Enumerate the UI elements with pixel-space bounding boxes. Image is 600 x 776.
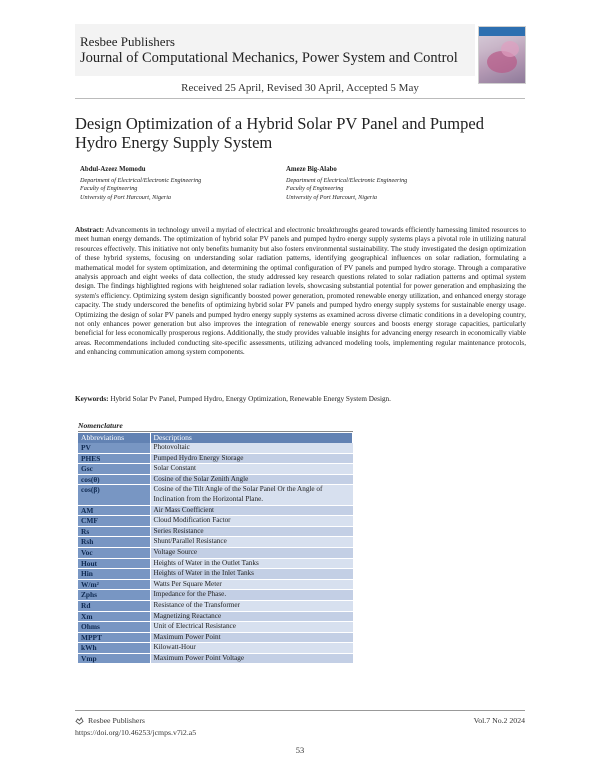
abbreviation-cell: W/m² [78, 579, 150, 590]
table-row [78, 443, 353, 453]
abbreviation-cell: Gsc [78, 464, 150, 475]
abbreviation-cell: kWh [78, 643, 150, 654]
table-row [78, 590, 353, 601]
description-cell: Magnetizing Reactance [150, 611, 353, 622]
table-header-abbreviations: Abbreviations [78, 433, 150, 443]
description-cell: Voltage Source [150, 547, 353, 558]
abbreviation-cell: PHES [78, 453, 150, 464]
keywords-text: Hybrid Solar Pv Panel, Pumped Hydro, Energy Optimization, Renewable Energy System Design. [110, 395, 391, 403]
publisher-name: Resbee Publishers [80, 34, 175, 49]
table-row [78, 547, 353, 558]
abbreviation-cell: cos(θ) [78, 474, 150, 485]
author-faculty: Faculty of Engineering [80, 185, 138, 193]
table-row [78, 464, 353, 475]
abbreviation-cell: CMF [78, 516, 150, 527]
description-cell: Watts Per Square Meter [150, 579, 353, 590]
author-university: University of Port Harcourt, Nigeria [286, 193, 378, 201]
description-cell: Heights of Water in the Outlet Tanks [150, 558, 353, 569]
abbreviation-cell: AM [78, 505, 150, 516]
abbreviation-cell: Rs [78, 526, 150, 537]
description-cell: Unit of Electrical Resistance [150, 622, 353, 633]
abstract [75, 226, 526, 358]
abbreviation-cell: Rsh [78, 537, 150, 548]
table-row [78, 526, 353, 537]
description-cell: Air Mass Coefficient [150, 505, 353, 516]
author-name: Abdul-Azeez Momodu [80, 166, 146, 173]
author-block-1 [80, 166, 201, 202]
table-row [78, 622, 353, 633]
nomenclature-table [78, 433, 353, 664]
table-row [78, 485, 353, 505]
description-cell: Photovoltaic [150, 443, 353, 453]
table-row [78, 516, 353, 527]
description-cell: Pumped Hydro Energy Storage [150, 453, 353, 464]
received-dates: Received 25 April, Revised 30 April, Accepted 5 May [181, 82, 419, 94]
author-faculty: Faculty of Engineering [286, 185, 344, 193]
table-row [78, 579, 353, 590]
table-row [78, 505, 353, 516]
footer-publisher [75, 716, 145, 725]
description-cell: Solar Constant [150, 464, 353, 475]
abstract-label: Abstract: [75, 226, 105, 234]
paper-title: Design Optimization of a Hybrid Solar PV Panel and Pumped Hydro Energy Supply System [75, 114, 484, 152]
description-cell: Resistance of the Transformer [150, 600, 353, 611]
abbreviation-cell: Rd [78, 600, 150, 611]
description-cell: Heights of Water in the Inlet Tanks [150, 569, 353, 580]
abbreviation-cell: Hin [78, 569, 150, 580]
description-cell: Cosine of the Solar Zenith Angle [150, 474, 353, 485]
description-cell: Series Resistance [150, 526, 353, 537]
page-number: 53 [295, 745, 305, 755]
description-cell: Maximum Power Point [150, 632, 353, 643]
author-name: Ameze Big-Alabo [286, 166, 337, 173]
description-cell: Cloud Modification Factor [150, 516, 353, 527]
abbreviation-cell: Vmp [78, 653, 150, 664]
doi-link[interactable]: https://doi.org/10.46253/jcmps.v7i2.a5 [75, 728, 197, 737]
abbreviation-cell: MPPT [78, 632, 150, 643]
volume-info: Vol.7 No.2 2024 [473, 716, 525, 725]
abbreviation-cell: Ohms [78, 622, 150, 633]
table-row [78, 453, 353, 464]
author-university: University of Port Harcourt, Nigeria [80, 193, 172, 201]
table-row [78, 600, 353, 611]
abbreviation-cell: Hout [78, 558, 150, 569]
description-cell: Cosine of the Tilt Angle of the Solar Panel Or the Angle of Inclination from the Horizontal Plane. [150, 485, 353, 505]
table-row [78, 611, 353, 622]
table-row [78, 537, 353, 548]
table-row [78, 569, 353, 580]
journal-cover-image [478, 26, 526, 84]
author-department: Department of Electrical/Electronic Engineering [286, 176, 408, 184]
abbreviation-cell: Xm [78, 611, 150, 622]
keywords [75, 395, 526, 404]
author-department: Department of Electrical/Electronic Engineering [80, 176, 202, 184]
description-cell: Maximum Power Point Voltage [150, 653, 353, 664]
nomenclature-title: Nomenclature [78, 421, 123, 430]
table-row [78, 643, 353, 654]
table-header-descriptions: Descriptions [150, 433, 353, 443]
abbreviation-cell: cos(β) [78, 485, 150, 505]
footer-divider [75, 710, 525, 711]
abstract-text: Advancements in technology unveil a myriad of electrical and electronic breakthroughs geared towards efficiently harnessing limited resources to meet human energy demands. The optimization of hybrid solar PV panels and pumped hydro energy supply systems plays a pivotal role in utilizing natural resources effectively. This initiative not only benefits humanity but also fosters environmental sustainability. The study investigated the design optimization of these hybrid systems, focusing on understanding solar radiation patterns, identifying geographical influences on solar radiation, formulating a mathematical model for system optimization, and determining the optimal configuration of PV panels and pumped hydro storage. Through a comparative analysis approach and eight weeks of data collection, the study addressed key research questions related to solar radiation patterns and optimal system design. The findings highlighted regions with heightened solar radiation levels, showcasing substantial potential for power generation and emphasizing the system's efficiency. Optimizing system design significantly boosted power generation, promoted renewable energy utilization, and enhanced energy storage capacity. The study underscored the benefits of optimizing hybrid solar PV panels and pumped hydro energy supply systems for sustainable energy usage. Optimizing the design of solar PV panels and pumped hydro energy supply systems as examined across diverse climatic conditions in a developing country, not only enhances power generation but also improves the integration of renewable energy sources and boosts energy storage capacities, particularly beneficial for less economically prosperous regions. Additionally, the study provides valuable insights for advancing energy research in economically viable areas. Recommendations included conducting site-specific assessments, utilizing advanced modeling tools, implementing regular maintenance protocols, and enhancing communication among system components. [75, 226, 526, 357]
keywords-label: Keywords: [75, 395, 109, 403]
abbreviation-cell: Zphs [78, 590, 150, 601]
publisher-logo-icon [75, 717, 84, 725]
description-cell: Kilowatt-Hour [150, 643, 353, 654]
abbreviation-cell: Voc [78, 547, 150, 558]
nomenclature-divider [78, 431, 353, 432]
table-row [78, 653, 353, 664]
table-row [78, 632, 353, 643]
abbreviation-cell: PV [78, 443, 150, 453]
table-row [78, 474, 353, 485]
table-row [78, 558, 353, 569]
description-cell: Impedance for the Phase. [150, 590, 353, 601]
description-cell: Shunt/Parallel Resistance [150, 537, 353, 548]
author-block-2 [286, 166, 407, 202]
journal-name: Journal of Computational Mechanics, Power System and Control [80, 50, 458, 66]
nomenclature-body [78, 443, 353, 664]
footer-publisher-name: Resbee Publishers [88, 716, 145, 725]
header-divider [75, 98, 525, 99]
